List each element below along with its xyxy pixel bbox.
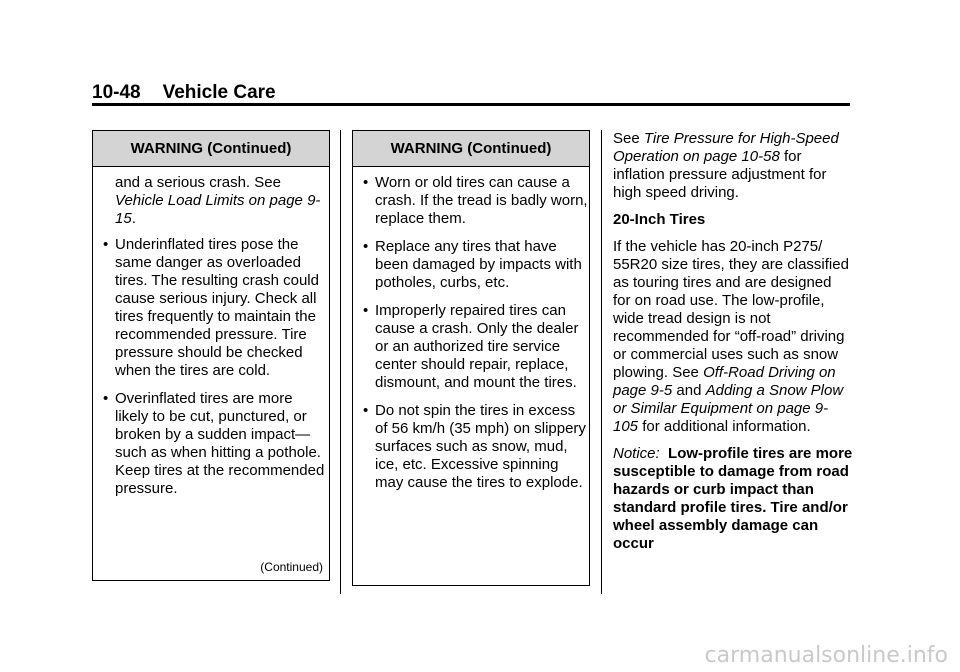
- watermark: carmanualsonline.info: [704, 643, 948, 668]
- list-item-text: Do not spin the tires in excess of 56 km/h (35 mph) on slippery surfaces such as snow, mud, ice, etc. Excessive spinning may cause the tires to explode.: [375, 402, 586, 491]
- text-span: for inflation pressure adjustment for high speed driving.: [613, 148, 827, 201]
- continued-text-end: .: [131, 210, 136, 227]
- list-item: [93, 236, 329, 380]
- continued-label: (Continued): [260, 560, 323, 574]
- header-rule: [92, 103, 850, 106]
- warning-box-1: [92, 130, 330, 581]
- bullet-icon: •: [363, 302, 369, 319]
- section-title: Vehicle Care: [162, 82, 276, 103]
- bullet-icon: •: [363, 238, 369, 255]
- page-number: 10-48: [92, 82, 141, 103]
- list-item-text: Underinflated tires pose the same danger as overloaded tires. The resulting crash could cause serious injury. Check all tires frequently to maintain the recommended pressure. Tire pressure should be checked when the tires are cold.: [115, 236, 319, 379]
- continued-text: [93, 174, 329, 228]
- column-divider-2: [601, 130, 602, 594]
- list-item-text: Replace any tires that have been damaged by impacts with potholes, curbs, etc.: [375, 238, 582, 291]
- continued-text-start: and a serious crash. See: [115, 174, 281, 191]
- paragraph-high-speed: [613, 130, 853, 202]
- text-span: and: [676, 382, 702, 399]
- notice-text: Low-profile tires are more susceptible to damage from road hazards or curb impact than standard profile tires. Tire and/or wheel assembly damage can occur: [613, 445, 853, 552]
- cross-reference: Vehicle Load Limits on page 9-15: [115, 192, 321, 227]
- bullet-icon: •: [103, 236, 109, 253]
- cross-reference: Tire Pressure for High-Speed Operation on page 10-58: [613, 130, 839, 165]
- list-item-text: Worn or old tires can cause a crash. If the tread is badly worn, replace them.: [375, 174, 588, 227]
- bullet-icon: •: [363, 174, 369, 191]
- warning-box-title: WARNING (Continued): [93, 131, 329, 167]
- warning-box-body: [93, 167, 329, 498]
- paragraph-20-inch: [613, 238, 853, 436]
- bullet-icon: •: [103, 390, 109, 407]
- list-item: [353, 402, 589, 492]
- warning-box-title: WARNING (Continued): [353, 131, 589, 167]
- text-span: If the vehicle has 20-inch P275/ 55R20 size tires, they are classified as touring tires and are designed for on road use. The low-profile, wide tread design is not recommended for “off-road” driving or commercial uses such as snow plowing. See: [613, 238, 849, 381]
- list-item-text: Improperly repaired tires can cause a crash. Only the dealer or an authorized tire service center should repair, replace, dismount, and mount the tires.: [375, 302, 579, 391]
- list-item: [353, 238, 589, 292]
- warning-box-2: [352, 130, 590, 586]
- cross-reference: Adding a Snow Plow or Similar Equipment on page 9-105: [613, 382, 844, 435]
- text-span: for additional information.: [642, 418, 811, 435]
- text-span: See: [613, 130, 640, 147]
- notice-paragraph: [613, 445, 853, 553]
- list-item-text: Overinflated tires are more likely to be cut, punctured, or broken by a sudden impact— such as when hitting a pothole. Keep tires at the recommended pressure.: [115, 390, 325, 497]
- column-divider-1: [340, 130, 341, 594]
- list-item: [93, 390, 329, 498]
- cross-reference: Off-Road Driving on page 9-5: [613, 364, 836, 399]
- section-heading: 20-Inch Tires: [613, 211, 706, 228]
- bullet-icon: •: [363, 402, 369, 419]
- text-column-3: [613, 130, 853, 562]
- notice-label: Notice:: [613, 445, 660, 462]
- list-item: [353, 174, 589, 228]
- warning-box-body: [353, 167, 589, 492]
- list-item: [353, 302, 589, 392]
